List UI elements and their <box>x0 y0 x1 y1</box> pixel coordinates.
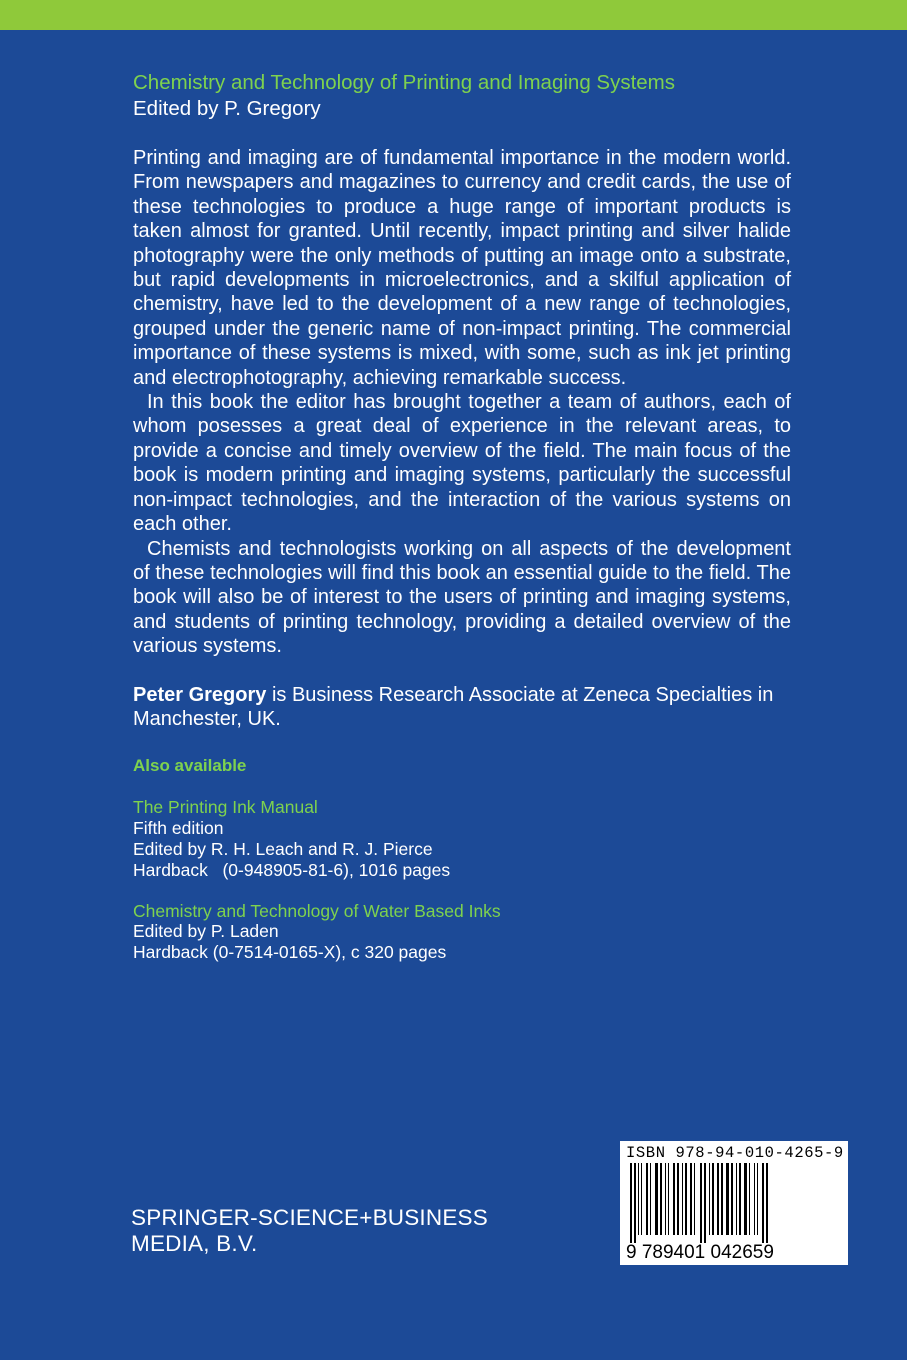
author-bio <box>133 683 791 732</box>
related-book-title: Chemistry and Technology of Water Based Inks <box>133 900 501 921</box>
isbn-label: ISBN 978-94-010-4265-9 <box>626 1144 844 1162</box>
related-book <box>133 901 791 963</box>
publisher-line-2: MEDIA, B.V. <box>131 1231 258 1256</box>
isbn-barcode <box>620 1141 848 1265</box>
related-book-title: The Printing Ink Manual <box>133 797 318 818</box>
related-book-format: Hardback (0-7514-0165-X), c 320 pages <box>133 942 447 963</box>
author-name: Peter Gregory <box>133 683 267 706</box>
book-description <box>133 146 791 659</box>
author-bio-text: is Business Research Associate at Zeneca Specialties in Manchester, UK. <box>133 683 774 730</box>
description-paragraph-3: Chemists and technologists working on all aspects of the development of these technologies will find this book an essential guide to the field. The book will also be of interest to the users of printing and imaging systems, and students of printing technology, providing a detailed overview of the various systems. <box>133 537 791 658</box>
related-book-edition: Fifth edition <box>133 818 224 839</box>
related-book <box>133 797 791 880</box>
book-title: Chemistry and Technology of Printing and Imaging Systems <box>133 71 676 94</box>
book-editor: Edited by P. Gregory <box>133 97 321 120</box>
description-paragraph-1: Printing and imaging are of fundamental importance in the modern world. From newspapers and magazines to currency and credit cards, the use of these technologies to produce a huge range of important products is taken almost for granted. Until recently, impact printing and silver halide photography were the only methods of putting an image onto a substrate, but rapid developments in microelectronics, and a skilful application of chemistry, have led to the development of a new range of technologies, grouped under the generic name of non-impact printing. The commercial importance of these systems is mixed, with some, such as ink jet printing and electrophotography, achieving remarkable success. <box>133 147 791 389</box>
barcode-bars <box>628 1163 840 1243</box>
publisher-name <box>131 1205 488 1257</box>
related-book-format: Hardback (0-948905-81-6), 1016 pages <box>133 859 451 880</box>
related-book-editors: Edited by P. Laden <box>133 921 279 942</box>
description-paragraph-2: In this book the editor has brought together a team of authors, each of whom posesses a great deal of experience in the relevant areas, to provide a concise and timely overview of the field. The main focus of the book is modern printing and imaging systems, particularly the successful non-impact technologies, and the interaction of the various systems on each other. <box>133 391 791 536</box>
publisher-line-1: SPRINGER-SCIENCE+BUSINESS <box>131 1205 488 1230</box>
barcode-digits: 9 789401 042659 <box>626 1242 774 1263</box>
main-text-block <box>133 70 791 963</box>
top-color-strip <box>0 0 907 30</box>
also-available-heading: Also available <box>133 756 247 776</box>
related-book-editors: Edited by R. H. Leach and R. J. Pierce <box>133 838 433 859</box>
